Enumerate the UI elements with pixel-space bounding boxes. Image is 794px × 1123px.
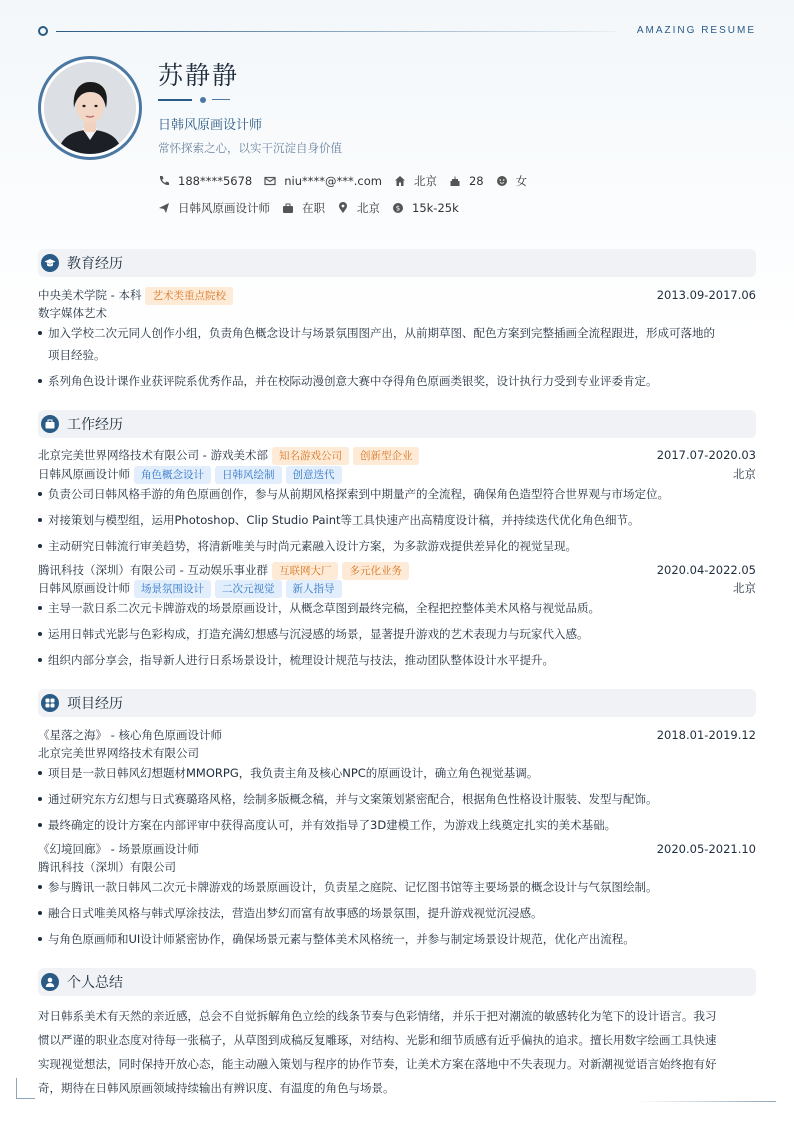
project-period: 2020.05-2021.10 — [656, 842, 756, 856]
salary-value: 15k-25k — [412, 201, 459, 215]
email-value: niu****@***.com — [284, 174, 382, 188]
education-entry — [38, 287, 756, 305]
job-bullet: 主动研究日韩流行审美趋势，将清新唯美与时尚元素融入设计方案，为多款游戏提供差异化的视觉呈现。 — [38, 535, 756, 557]
home-icon — [394, 175, 406, 187]
svg-text:$: $ — [395, 204, 401, 213]
education-period: 2013.09-2017.06 — [656, 288, 756, 302]
company-tag: 互联网大厂 — [272, 562, 339, 580]
project-bullet: 参与腾讯一款日韩风二次元卡牌游戏的场景原画设计，负责星之庭院、记忆图书馆等主要场景的概念设计与气氛图绘制。 — [38, 876, 756, 898]
job-entry-header — [38, 562, 756, 580]
job-bullet: 负责公司日韩风格手游的角色原画创作，参与从前期风格探索到中期量产的全流程，确保角色造型符合世界观与市场定位。 — [38, 483, 756, 505]
summary-section-header — [38, 968, 756, 996]
project-entry-header — [38, 841, 756, 857]
gender-icon — [496, 175, 508, 187]
skill-tag: 二次元视觉 — [215, 580, 282, 598]
project-company: 北京完美世界网络技术有限公司 — [38, 746, 199, 760]
target-city-value: 北京 — [357, 201, 380, 215]
job-bullet: 对接策划与模型组，运用Photoshop、Clip Studio Paint等工具快速产出高精度设计稿，并持续迭代优化角色细节。 — [38, 509, 756, 531]
avatar — [38, 56, 142, 160]
brand-circle-icon — [38, 26, 48, 36]
projects-section-header — [38, 689, 756, 717]
phone-icon — [158, 175, 170, 187]
project-bullet: 项目是一款日韩风幻想题材MMORPG，我负责主角及核心NPC的原画设计，确立角色视觉基调。 — [38, 762, 756, 784]
job-role-row — [38, 466, 756, 484]
job-period: 2017.07-2020.03 — [656, 448, 756, 462]
project-name: 《幻境回廊》 - 场景原画设计师 — [38, 842, 199, 856]
section-title: 项目经历 — [67, 696, 123, 712]
education-bullet: 系列角色设计课作业获评院系优秀作品，并在校际动漫创意大赛中夺得角色原画类银奖，设计执行力受到专业评委肯定。 — [38, 370, 756, 392]
bottom-divider — [636, 1101, 776, 1102]
company-name: 北京完美世界网络技术有限公司 - 游戏美术部 — [38, 448, 268, 462]
school-tag: 艺术类重点院校 — [145, 287, 233, 305]
skill-tag: 新人指导 — [286, 580, 342, 598]
project-bullet: 通过研究东方幻想与日式赛璐珞风格，绘制多版概念稿，并与文案策划紧密配合，根据角色性格设计服装、发型与配饰。 — [38, 788, 756, 810]
phone-value: 188****5678 — [178, 174, 253, 188]
job-city: 北京 — [733, 581, 756, 595]
contact-row — [158, 173, 539, 189]
company-name: 腾讯科技（深圳）有限公司 - 互动娱乐事业群 — [38, 563, 268, 577]
target-job-value: 日韩风原画设计师 — [178, 201, 270, 215]
job-intent-row — [158, 200, 471, 216]
brand-text: AMAZING RESUME — [636, 25, 756, 36]
section-title: 个人总结 — [67, 975, 123, 991]
person-photo-icon — [44, 62, 136, 154]
send-icon — [158, 202, 170, 214]
briefcase-icon — [282, 202, 294, 214]
school-name: 中央美术学院 - 本科 — [38, 288, 142, 302]
work-section-header — [38, 410, 756, 438]
job-role: 日韩风原画设计师 — [38, 581, 130, 595]
graduation-cap-icon — [41, 254, 59, 272]
mail-icon — [264, 175, 276, 187]
summary-text: 对日韩系美术有天然的亲近感，总会不自觉拆解角色立绘的线条节奏与色彩情绪，并乐于把对潮流的敏感转化为笔下的设计语言。我习 惯以严谨的职业态度对待每一张稿子，从草图到成稿反复雕琢，对结构、光影和细节质感有近乎偏执的追求。擅长用数字绘画工具快速 实现视觉想法，同时保持开放心态，能主动融入策划与程序的协作节奏，让美术方案在落地中不失表现力。对新潮视觉语言始终抱有好 奇，期待在日韩风原画领域持续输出有辨识度、有温度的角色与场景。 — [38, 1009, 717, 1095]
skill-tag: 日韩风绘制 — [215, 466, 282, 484]
job-role: 日韩风原画设计师 — [38, 467, 130, 481]
job-period: 2020.04-2022.05 — [656, 563, 756, 577]
user-icon — [41, 973, 59, 991]
project-entry-header — [38, 727, 756, 743]
company-tag: 知名游戏公司 — [272, 447, 349, 465]
job-entry-header — [38, 447, 756, 465]
major: 数字媒体艺术 — [38, 306, 107, 320]
education-bullet: 加入学校二次元同人创作小组，负责角色概念设计与场景氛围图产出，从前期草图、配色方案到完整插画全流程跟进，形成可落地的 项目经验。 — [38, 322, 756, 366]
project-period: 2018.01-2019.12 — [656, 728, 756, 742]
brand-header — [38, 24, 756, 38]
job-bullet: 运用日韩式光影与色彩构成，打造充满幻想感与沉浸感的场景，显著提升游戏的艺术表现力与玩家代入感。 — [38, 623, 756, 645]
salary-icon — [392, 202, 404, 214]
job-city: 北京 — [733, 467, 756, 481]
job-title: 日韩风原画设计师 — [158, 118, 263, 133]
avatar-photo — [44, 62, 136, 154]
education-section-header — [38, 249, 756, 277]
candidate-name: 苏静静 — [158, 61, 240, 90]
project-company: 腾讯科技（深圳）有限公司 — [38, 860, 176, 874]
cake-icon — [449, 175, 461, 187]
briefcase-icon — [41, 415, 59, 433]
brand-divider — [56, 31, 616, 32]
job-bullet: 主导一款日系二次元卡牌游戏的场景原画设计，从概念草图到最终完稿，全程把控整体美术风格与视觉品质。 — [38, 597, 756, 619]
name-decoration — [158, 96, 233, 104]
location-pin-icon — [337, 202, 349, 214]
skill-tag: 角色概念设计 — [134, 466, 211, 484]
project-bullet: 最终确定的设计方案在内部评审中获得高度认可，并有效指导了3D建模工作，为游戏上线奠定扎实的美术基础。 — [38, 814, 756, 836]
skill-tag: 场景氛围设计 — [134, 580, 211, 598]
project-bullet: 与角色原画师和UI设计师紧密协作，确保场景元素与整体美术风格统一，并参与制定场景设计规范，优化产出流程。 — [38, 928, 756, 950]
corner-decoration — [16, 1078, 35, 1099]
section-title: 教育经历 — [67, 256, 123, 272]
company-tag: 多元化业务 — [342, 562, 409, 580]
company-tag: 创新型企业 — [353, 447, 420, 465]
project-name: 《星落之海》 - 核心角色原画设计师 — [38, 728, 222, 742]
job-role-row — [38, 580, 756, 598]
city-value: 北京 — [413, 174, 437, 188]
project-bullet: 融合日式唯美风格与韩式厚涂技法，营造出梦幻而富有故事感的场景氛围，提升游戏视觉沉浸感。 — [38, 902, 756, 924]
age-value: 28 — [468, 174, 484, 188]
status-value: 在职 — [302, 201, 325, 215]
job-bullet: 组织内部分享会，指导新人进行日系场景设计，梳理设计规范与技法，推动团队整体设计水平提升。 — [38, 649, 756, 671]
skill-tag: 创意迭代 — [286, 466, 342, 484]
section-title: 工作经历 — [67, 417, 123, 433]
grid-icon — [41, 694, 59, 712]
motto: 常怀探索之心，以实干沉淀自身价值 — [158, 141, 342, 155]
gender-value: 女 — [515, 174, 528, 188]
